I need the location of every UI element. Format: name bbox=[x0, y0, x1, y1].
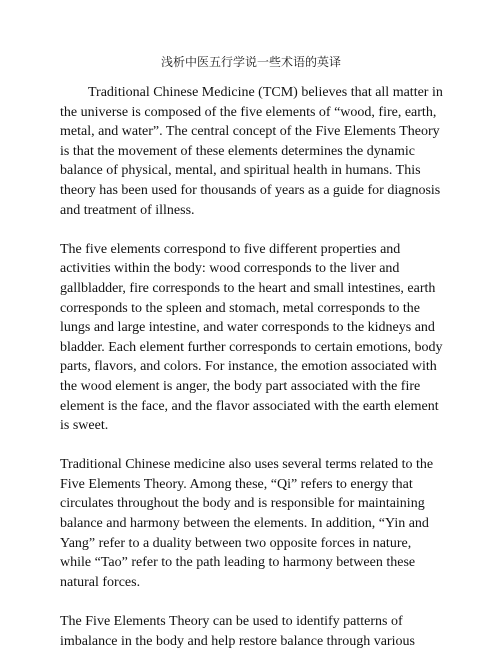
document-body bbox=[60, 83, 445, 671]
paragraph-imbalance: The Five Elements Theory can be used to identify patterns of imbalance in the body and help restore balance through various bbox=[60, 614, 415, 649]
paragraph-intro: Traditional Chinese Medicine (TCM) believes that all matter in the universe is composed of the five elements of “wood, fire, earth, metal, and water”. The central concept of the Five Elements Theory is that the movement of these elements determines the dynamic balance of physical, mental, and spiritual health in humans. This theory has been used for thousands of years as a guide for diagnosis and treatment of illness. bbox=[60, 85, 443, 218]
document-title: 浅析中医五行学说一些术语的英译 bbox=[160, 55, 341, 69]
paragraph-terms: Traditional Chinese medicine also uses several terms related to the Five Elements Theory. Among these, “Qi” refers to energy that circulates throughout the body and is responsible for maintaining balance and harmony between the elements. In addition, “Yin and Yang” refer to a duality between two opposite forces in nature, while “Tao” refer to the path leading to harmony between these natural forces. bbox=[60, 457, 434, 590]
paragraph-correspondences: The five elements correspond to five different properties and activities within the body: wood corresponds to the liver and gallbladder, fire corresponds to the heart and small intestines, earth corresponds to the spleen and stomach, metal corresponds to the lungs and large intestine, and water corresponds to the kidneys and bladder. Each element further corresponds to certain emotions, body parts, flavors, and colors. For instance, the emotion associated with the wood element is anger, the body part associated with the fire element is the face, and the flavor associated with the earth element is sweet. bbox=[60, 241, 443, 434]
